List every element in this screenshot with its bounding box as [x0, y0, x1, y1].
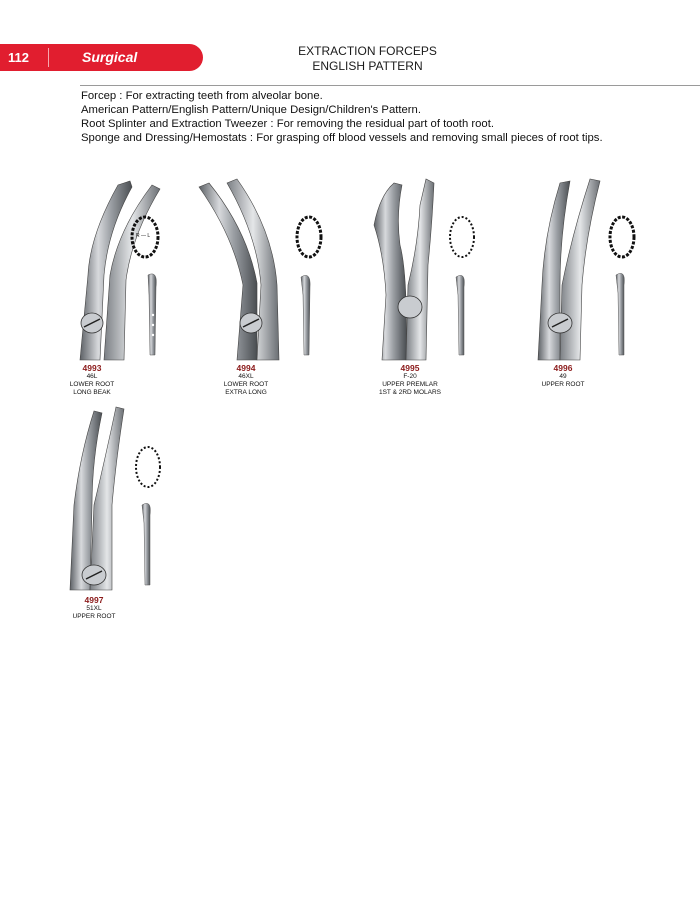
description-line: Sponge and Dressing/Hemostats : For grasping off blood vessels and removing small pieces of root tips.	[81, 132, 603, 144]
description-line: Root Splinter and Extraction Tweezer : For removing the residual part of tooth root.	[81, 118, 494, 130]
product-model: 46XL	[238, 373, 254, 380]
page-title: EXTRACTION FORCEPS	[298, 44, 437, 58]
product-model: 46L	[86, 373, 98, 380]
product-code: 4994	[236, 363, 256, 373]
forceps-image	[530, 175, 650, 365]
product-card[interactable]	[370, 175, 490, 400]
product-card[interactable]	[530, 175, 650, 400]
product-caption	[530, 363, 596, 389]
product-use: UPPER ROOT	[72, 613, 116, 620]
product-code: 4997	[84, 595, 104, 605]
product-use: UPPER ROOT	[541, 381, 585, 388]
diagram-label: R — L	[136, 233, 151, 239]
forceps-image	[370, 175, 490, 365]
product-card[interactable]	[60, 175, 180, 400]
product-card[interactable]	[195, 175, 325, 400]
product-model: 51XL	[86, 605, 102, 612]
product-model: 49	[559, 373, 567, 380]
product-use: UPPER PREMLAR	[382, 381, 438, 388]
forceps-image	[195, 175, 325, 365]
product-card[interactable]	[60, 405, 180, 630]
product-code: 4996	[553, 363, 573, 373]
forceps-image	[60, 175, 180, 365]
product-model: F-20	[403, 373, 417, 380]
page-subtitle: ENGLISH PATTERN	[312, 59, 423, 73]
product-caption	[64, 595, 124, 621]
product-use: LOWER ROOT	[69, 381, 115, 388]
description-line: American Pattern/English Pattern/Unique Design/Children's Pattern.	[81, 104, 421, 116]
product-code: 4995	[400, 363, 420, 373]
product-caption	[370, 363, 450, 397]
page-number: 112	[8, 50, 29, 65]
forceps-image	[60, 405, 180, 595]
tab-divider	[48, 48, 49, 67]
product-use: LOWER ROOT	[223, 381, 269, 388]
product-detail: EXTRA LONG	[225, 389, 267, 396]
product-caption	[201, 363, 291, 397]
product-detail: 1ST & 2RD MOLARS	[378, 389, 441, 396]
description-line: Forcep : For extracting teeth from alveolar bone.	[81, 90, 323, 102]
product-code: 4993	[82, 363, 102, 373]
section-tab	[0, 44, 203, 71]
product-caption	[60, 363, 124, 397]
product-detail: LONG BEAK	[73, 389, 111, 396]
section-name: Surgical	[82, 49, 138, 65]
header-rule	[80, 85, 700, 86]
